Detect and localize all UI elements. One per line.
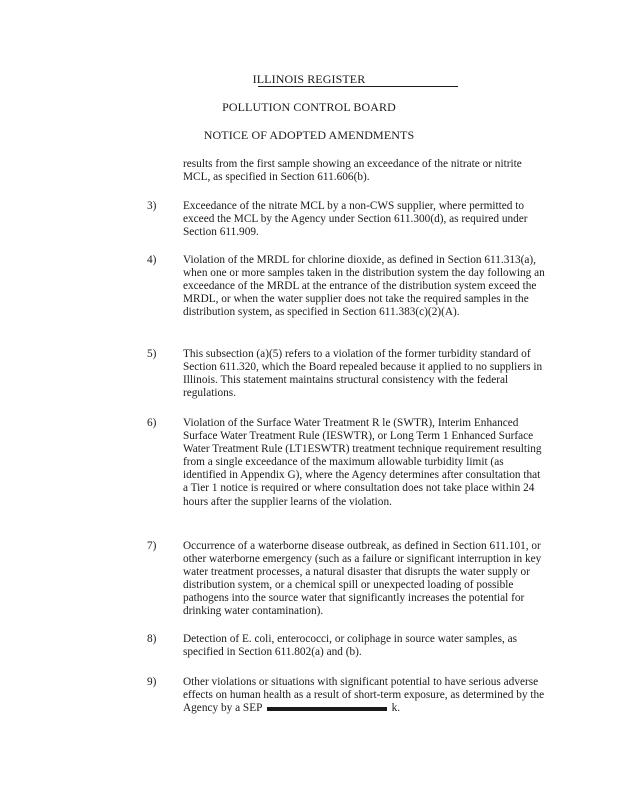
item-text: Violation of the Surface Water Treatment R le (SWTR), Interim Enhanced Surface Water Treatment Rule (IESWTR), or Long Term 1 Enhanced Surface Water Treatment Rule (LT1ESWTR) treatment technique requirement resulting from a single exceedance of the maximum allowable turbidity limit (as identified in Appendix G), where the Agency determines after consultation that a Tier 1 notice is required or where consultation does not take place within 24 hours after the supplier learns of the violation.: [183, 417, 542, 508]
item-text: Occurrence of a waterborne disease outbreak, as defined in Section 611.101, or other waterborne emergency (such as a failure or significant interruption in key water treatment processes, a natural disaster that disrupts the water supply or distribution system, or a chemical spill or unexpected loading of possible pathogens into the source water that significantly increases the potential for drinking water contamination).: [183, 540, 542, 618]
item-text: Exceedance of the nitrate MCL by a non-CWS supplier, where permitted to exceed the MCL by the Agency under Section 611.300(d), as required under Section 611.909.: [183, 200, 528, 239]
header-rule: [258, 86, 458, 87]
item-text-main: Other violations or situations with significant potential to have serious adverse effects on human health as a result of short-term exposure, as determined by the Agency by a SEP: [183, 676, 545, 715]
item-number: 5): [147, 348, 157, 360]
item-text: This subsection (a)(5) refers to a violation of the former turbidity standard of Section 611.320, which the Board repealed because it applied to no suppliers in Illinois. This statement maintains structural consistency with the federal regulations.: [183, 348, 543, 400]
board-title: POLLUTION CONTROL BOARD: [222, 100, 396, 114]
item-text: Detection of E. coli, enterococci, or coliphage in source water samples, as specified in Section 611.802(a) and (b).: [183, 633, 518, 659]
continuation-paragraph: results from the first sample showing an exceedance of the nitrate or nitrite MCL, as specified in Section 611.606(b).: [183, 158, 522, 184]
item-text: Violation of the MRDL for chlorine dioxide, as defined in Section 611.313(a), when one or more samples taken in the distribution system the day following an exceedance of the MRDL at the entrance of the distribution system exceed the MRDL, or when the water supplier does not take the required samples in the distribution system, as specified in Section 611.383(c)(2)(A).: [183, 254, 545, 319]
register-title: ILLINOIS REGISTER: [252, 72, 366, 86]
item-text: [183, 676, 547, 715]
item-text-tail: k.: [391, 702, 401, 715]
item-number: 6): [147, 417, 157, 429]
item-number: 9): [147, 676, 157, 688]
notice-title: NOTICE OF ADOPTED AMENDMENTS: [203, 128, 415, 142]
redaction-bar: [267, 707, 387, 711]
item-number: 8): [147, 633, 157, 645]
item-number: 4): [147, 254, 157, 266]
item-number: 7): [147, 540, 157, 552]
item-number: 3): [147, 200, 157, 212]
